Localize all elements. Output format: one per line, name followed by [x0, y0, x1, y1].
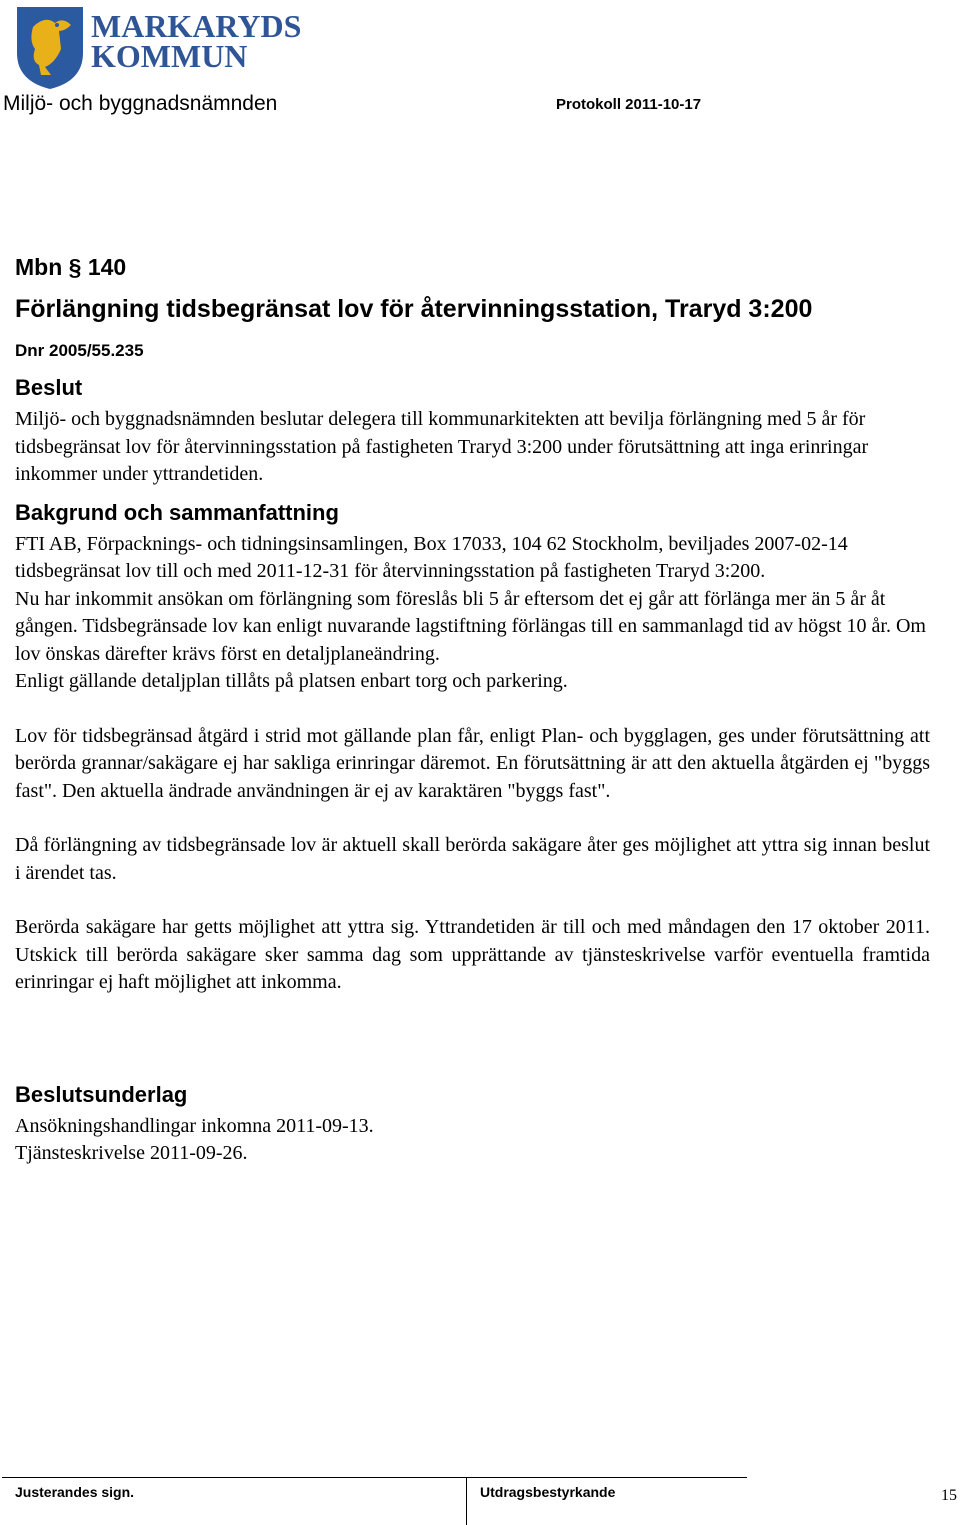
footer-vertical-divider: [466, 1477, 467, 1525]
footer-divider: [2, 1477, 747, 1478]
justerandes-sign-label: Justerandes sign.: [15, 1484, 135, 1500]
underlag-item-1: Ansökningshandlingar inkomna 2011-09-13.: [15, 1114, 374, 1137]
utdragsbestyrkande-label: Utdragsbestyrkande: [480, 1484, 616, 1500]
bakgrund-paragraph-2: Nu har inkommit ansökan om förlängning som föreslås bli 5 år eftersom det ej går att förlänga mer än 5 år åt gången. Tidsbegränsade lov kan enligt nuvarande lagstiftning förlängas till en sammanlagd tid av högst 10 år. Om lov önskas därefter krävs först en detaljplaneändring.: [15, 587, 926, 665]
coat-of-arms-icon: [15, 5, 305, 91]
committee-name: Miljö- och byggnadsnämnden: [3, 92, 278, 115]
underlag-item-2: Tjänsteskrivelse 2011-09-26.: [15, 1142, 248, 1164]
case-number: Mbn § 140: [15, 254, 127, 280]
protocol-date: Protokoll 2011-10-17: [556, 96, 702, 113]
diary-number: Dnr 2005/55.235: [15, 341, 144, 360]
bakgrund-paragraph-6: Berörda sakägare har getts möjlighet att yttra sig. Yttrandetiden är till och med måndagen den 17 oktober 2011. Utskick till berörda sakägare sker samma dag som upprättande av tjänsteskrivelse varför eventuella framtida erinringar ej haft möjlighet att inkomma.: [15, 916, 930, 993]
logo-line2: KOMMUN: [91, 38, 248, 74]
bakgrund-paragraph-3: Enligt gällande detaljplan tillåts på platsen enbart torg och parkering.: [15, 670, 568, 692]
bakgrund-heading: Bakgrund och sammanfattning: [15, 499, 339, 525]
municipality-logo: [15, 5, 305, 91]
page-number: 15: [941, 1487, 957, 1504]
case-title: Förlängning tidsbegränsat lov för återvinningsstation, Traryd 3:200: [15, 295, 813, 323]
underlag-heading: Beslutsunderlag: [15, 1081, 188, 1107]
beslut-text: Miljö- och byggnadsnämnden beslutar delegera till kommunarkitekten att bevilja förlängning med 5 år för tidsbegränsat lov för återvinningsstation på fastigheten Traryd 3:200 under förutsättning att inga erinringar inkommer under yttrandetiden.: [15, 408, 869, 485]
logo-line1: MARKARYDS: [91, 8, 302, 44]
beslut-heading: Beslut: [15, 375, 83, 400]
bakgrund-paragraph-4: Lov för tidsbegränsad åtgärd i strid mot gällande plan får, enligt Plan- och bygglagen, ges under förutsättning att berörda grannar/sakägare ej har sakliga erinringar däremot. En förutsättning är att den aktuella åtgärden ej "byggs fast". Den aktuella ändrade användningen är ej av karaktären "byggs fast".: [15, 724, 930, 802]
document-body: [15, 248, 930, 1168]
bakgrund-paragraph-5: Då förlängning av tidsbegränsade lov är aktuell skall berörda sakägare åter ges möjlighet att yttra sig innan beslut i ärendet tas.: [15, 834, 930, 884]
bakgrund-paragraph-1: FTI AB, Förpacknings- och tidningsinsamlingen, Box 17033, 104 62 Stockholm, beviljades 2007-02-14 tidsbegränsat lov till och med 2011-12-31 för återvinningsstation på fastigheten Traryd 3:200.: [15, 532, 848, 582]
